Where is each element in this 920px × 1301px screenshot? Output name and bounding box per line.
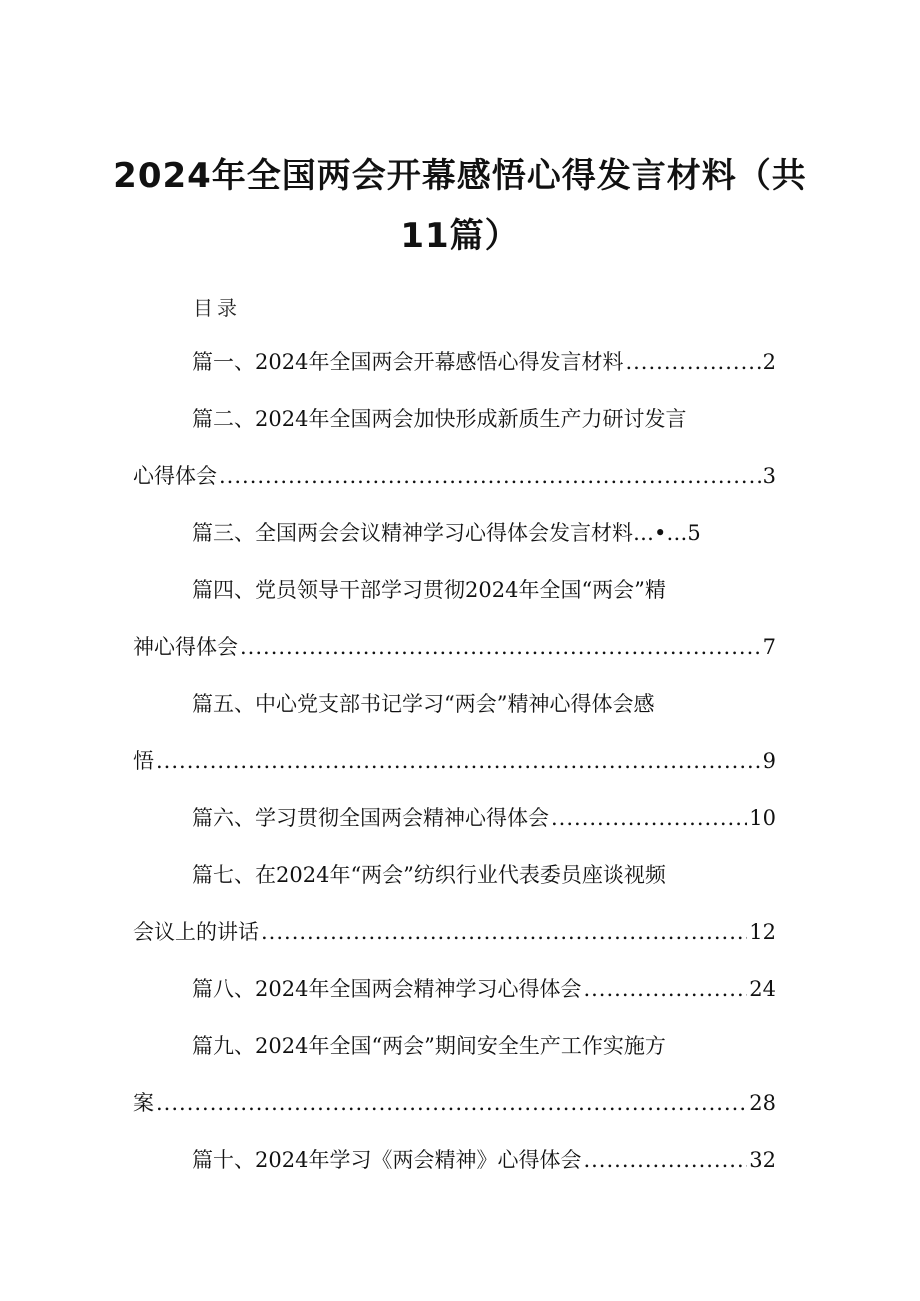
toc-page-number: 32 — [749, 1148, 776, 1172]
toc-entry-title: 篇五、中心党支部书记学习“两会”精神心得体会感 — [192, 692, 655, 716]
toc-page-number: 9 — [762, 749, 776, 773]
toc-entry-title: 篇四、党员领导干部学习贯彻2024年全国“两会”精 — [192, 578, 666, 602]
toc-entry-5-continuation[interactable] — [133, 745, 776, 775]
toc-entry-title: 篇三、全国两会会议精神学习心得体会发言材料…•… — [192, 521, 688, 545]
toc-entry-title: 篇六、学习贯彻全国两会精神心得体会 — [192, 806, 549, 830]
toc-entry-title-cont: 悟 — [133, 749, 154, 773]
toc-entry-title: 篇九、2024年全国“两会”期间安全生产工作实施方 — [192, 1034, 666, 1058]
toc-page-number: 12 — [749, 920, 776, 944]
toc-entry-title-cont: 会议上的讲话 — [133, 920, 259, 944]
toc-entry-title: 篇二、2024年全国两会加快形成新质生产力研讨发言 — [192, 407, 687, 431]
toc-entry-title: 篇八、2024年全国两会精神学习心得体会 — [192, 977, 582, 1001]
toc-page-number: 24 — [749, 977, 776, 1001]
toc-page-number: 5 — [687, 521, 701, 545]
toc-entry-1[interactable] — [192, 346, 776, 376]
toc-entry-2-continuation[interactable] — [133, 460, 776, 490]
toc-leader-dots — [583, 1148, 747, 1172]
toc-page-number: 3 — [762, 464, 776, 488]
toc-heading: 目录 — [193, 296, 241, 320]
toc-leader-dots — [583, 977, 747, 1001]
toc-entry-title-cont: 案 — [133, 1091, 154, 1115]
toc-page-number: 10 — [749, 806, 776, 830]
toc-leader-dots — [219, 464, 761, 488]
document-title-line-2: 11篇） — [400, 216, 520, 256]
toc-entry-7-continuation[interactable] — [133, 916, 776, 946]
toc-page-number: 28 — [749, 1091, 776, 1115]
toc-entry-title: 篇十、2024年学习《两会精神》心得体会 — [192, 1148, 582, 1172]
document-title-line-1: 2024年全国两会开幕感悟心得发言材料（共 — [113, 156, 807, 196]
toc-entry-2[interactable] — [192, 403, 776, 433]
toc-entry-7[interactable] — [192, 859, 776, 889]
toc-entry-4-continuation[interactable] — [133, 631, 776, 661]
toc-leader-dots — [156, 749, 761, 773]
toc-entry-9-continuation[interactable] — [133, 1087, 776, 1117]
toc-leader-dots — [551, 806, 747, 830]
toc-leader-dots — [625, 350, 760, 374]
toc-entry-4[interactable] — [192, 574, 776, 604]
toc-leader-dots — [156, 1091, 747, 1115]
toc-entry-title-cont: 心得体会 — [133, 464, 217, 488]
toc-page-number: 2 — [762, 350, 776, 374]
toc-leader-dots — [240, 635, 761, 659]
toc-entry-title: 篇一、2024年全国两会开幕感悟心得发言材料 — [192, 350, 624, 374]
toc-leader-dots — [261, 920, 747, 944]
toc-entry-title-cont: 神心得体会 — [133, 635, 238, 659]
toc-page-number: 7 — [762, 635, 776, 659]
toc-entry-5[interactable] — [192, 688, 776, 718]
toc-entry-10[interactable] — [192, 1144, 776, 1174]
toc-entry-title: 篇七、在2024年“两会”纺织行业代表委员座谈视频 — [192, 863, 666, 887]
toc-entry-3[interactable] — [192, 517, 776, 547]
toc-entry-8[interactable] — [192, 973, 776, 1003]
toc-entry-9[interactable] — [192, 1030, 776, 1060]
toc-entry-6[interactable] — [192, 802, 776, 832]
